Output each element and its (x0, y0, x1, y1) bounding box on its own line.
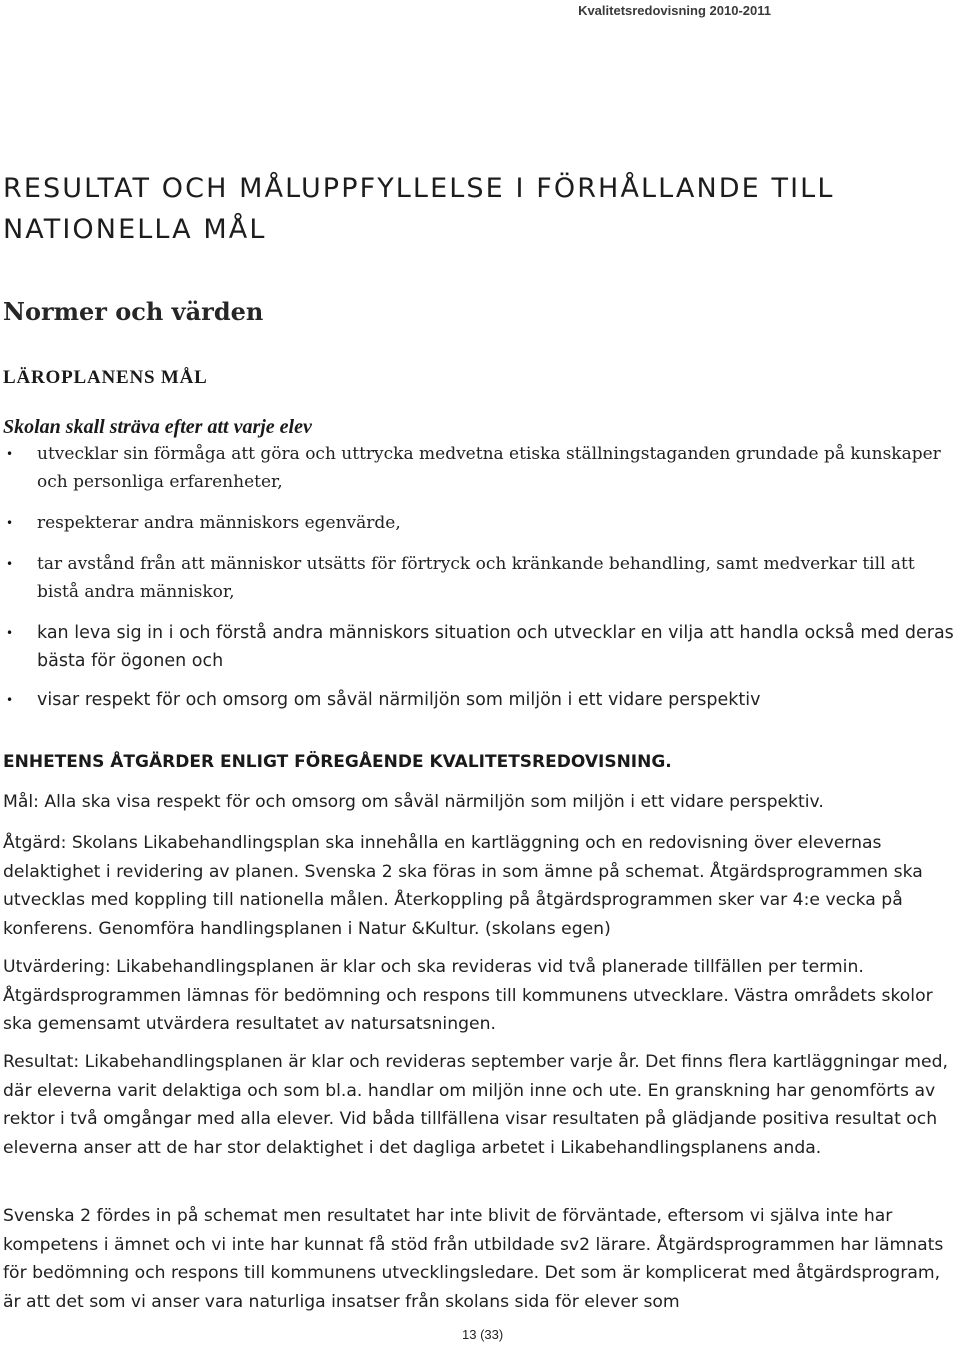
bullet-icon: • (6, 447, 14, 461)
goal-text: tar avstånd från att människor utsätts för förtryck och kränkande behandling, samt medverkar till att bistå andra människor, (37, 554, 915, 602)
goal-text: visar respekt för och omsorg om såväl närmiljön som miljön i ett vidare perspektiv (37, 690, 761, 710)
goal-paragraph: Mål: Alla ska visa respekt för och omsorg om såväl närmiljön som miljön i ett vidare perspektiv. (3, 792, 824, 812)
bullet-icon: • (6, 693, 14, 707)
evaluation-paragraph: Utvärdering: Likabehandlingsplanen är klar och ska revideras vid två planerade tillfällen per termin. Åtgärdsprogrammen lämnas för bedömning och respons till kommunens utvecklare. Västra områdets skolor ska gemensamt utvärdera resultatet av natursatsningen. (3, 957, 933, 1034)
running-header: Kvalitetsredovisning 2010-2011 (578, 3, 771, 18)
section-title: RESULTAT OCH MÅLUPPFYLLELSE I FÖRHÅLLANDE TILL NATIONELLA MÅL (3, 173, 835, 245)
bullet-icon: • (6, 626, 14, 640)
result-paragraph: Resultat: Likabehandlingsplanen är klar och revideras september varje år. Det finns flera kartläggningar med, där eleverna varit delaktiga och som bl.a. handlar om miljön inne och ute. En granskning har genomförts av rektor i två omgångar med alla elever. Vid båda tillfällena visar resultaten på glädjande positiva resultat och eleverna anser att de har stor delaktighet i det dagliga arbetet i Likabehandlingsplanens anda. (3, 1052, 948, 1158)
action-paragraph: Åtgärd: Skolans Likabehandlingsplan ska innehålla en kartläggning och en redovisning över elevernas delaktighet i revidering av planen. Svenska 2 ska föras in som ämne på schemat. Åtgärdsprogrammen ska utvecklas med koppling till nationella målen. Återkoppling på åtgärdsprogrammen sker var 4:e vecka på konferens. Genomföra handlingsplanen i Natur &Kultur. (skolans egen) (3, 833, 923, 939)
actions-heading: ENHETENS ÅTGÄRDER ENLIGT FÖREGÅENDE KVALITETSREDOVISNING. (3, 752, 672, 772)
bullet-icon: • (6, 516, 14, 530)
goal-intro: Skolan skall sträva efter att varje elev (3, 416, 312, 438)
goal-text: utvecklar sin förmåga att göra och uttrycka medvetna etiska ställningstaganden grundade på kunskaper och personliga erfarenheter, (37, 444, 941, 492)
bullet-icon: • (6, 557, 14, 571)
subsection-title: Normer och värden (3, 297, 264, 326)
swedish2-paragraph: Svenska 2 fördes in på schemat men resultatet har inte blivit de förväntade, eftersom vi själva inte har kompetens i ämnet och vi inte har kunnat få stöd från utbildade sv2 lärare. Åtgärdsprogrammen har lämnats för bedömning och respons till kommunens utvecklingsledare. Det som är komplicerat med åtgärdsprogram, är att det som vi anser vara naturliga insatser från skolans sida för elever som (3, 1206, 944, 1312)
page-number: 13 (33) (462, 1327, 504, 1342)
goal-text: respekterar andra människors egenvärde, (37, 513, 401, 533)
goal-text: kan leva sig in i och förstå andra människors situation och utvecklar en vilja att handla också med deras bästa för ögonen och (37, 623, 954, 671)
curriculum-heading: LÄROPLANENS MÅL (3, 367, 208, 388)
